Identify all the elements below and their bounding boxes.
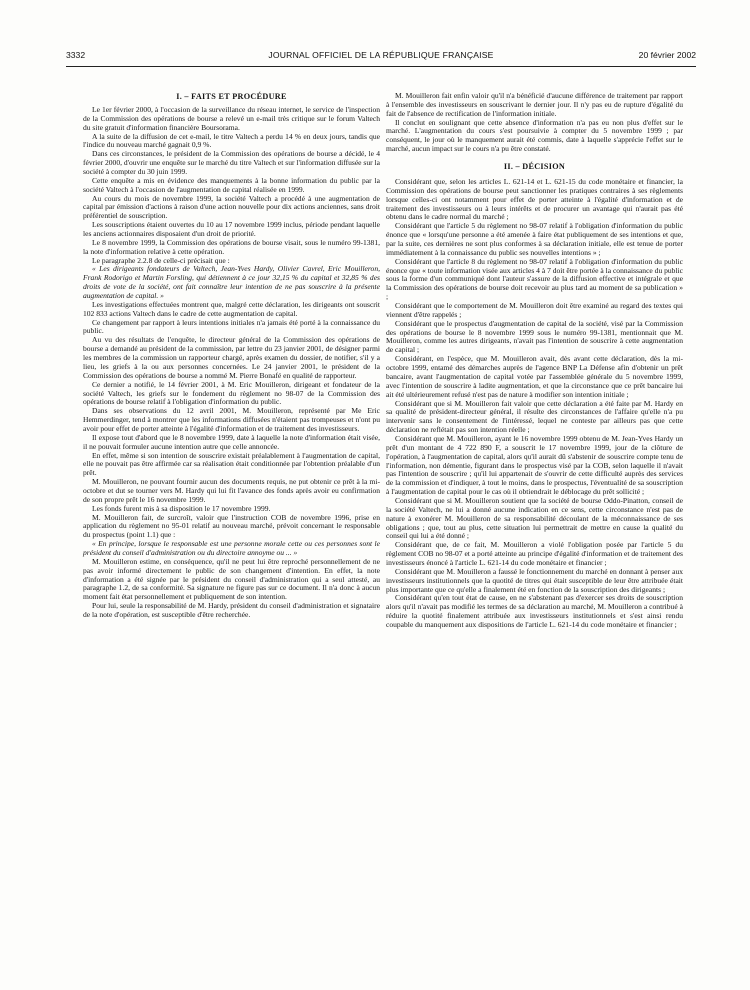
paragraph: Considérant que, de ce fait, M. Mouilleron a violé l'obligation posée par l'article 5 du règlement COB no 98-07 et a porté atteinte au principe d'égalité d'information et de traitement des investisseurs énoncé à l'article L. 621-14 du code monétaire et financier ; — [386, 540, 683, 567]
paragraph: Considérant que le prospectus d'augmentation de capital de la société, visé par la Commission des opérations de bourse le 8 novembre 1999 sous le numéro 99-1381, mentionnait que M. Mouilleron, comme les autres dirigeants, n'avait pas l'intention de souscrire à cette augmentation de capital ; — [386, 318, 683, 355]
paragraph: Ce dernier a notifié, le 14 février 2001, à M. Eric Mouilleron, dirigeant et fondateur de la société Valtech, les griefs sur le fondement du règlement no 98-07 de la Commission des opérations de bourse relatif à l'obligation d'information du public. — [83, 379, 380, 407]
paragraph: Dans ces circonstances, le président de la Commission des opérations de bourse a décidé, le 4 février 2000, d'ouvrir une enquête sur le marché du titre Valtech et sur l'information diffusée sur la société à compter du 30 juin 1999. — [83, 149, 380, 177]
paragraph: Il conclut en soulignant que cette absence d'information n'a pas eu non plus d'effet sur le marché. L'augmentation du cours s'est poursuivie à compter du 5 novembre 1999 ; par conséquent, le jour où le manquement aurait été commis, date à laquelle s'apprécie l'effet sur le marché, aucun impact sur le cours n'a pu être constaté. — [386, 117, 683, 154]
paragraph: Considérant que le comportement de M. Mouilleron doit être examiné au regard des textes qui viennent d'être rappelés ; — [386, 301, 683, 319]
header-rule — [66, 66, 696, 67]
paragraph: Considérant que M. Mouilleron a faussé le fonctionnement du marché en donnant à penser aux investisseurs institutionnels que la quotité de titres qui était susceptible de leur être attribuée était plus importante que ce qu'elle a finalement été en fonction de la souscription des dirigeants ; — [386, 566, 683, 594]
paragraph: Le 1er février 2000, à l'occasion de la surveillance du réseau internet, le service de l'inspection de la Commission des opérations de bourse a relevé un e-mail très critique sur le forum Valtech du site gratuit d'information financière Boursorama. — [83, 105, 380, 132]
section-heading-decision: II. – DÉCISION — [503, 162, 566, 172]
paragraph: Considérant qu'en tout état de cause, en ne s'abstenant pas d'exercer ses droits de souscription alors qu'il n'avait pas modifié les termes de sa déclaration au marché, M. Mouilleron a contribué à réduire la quotité finalement attribuée aux investisseurs institutionnels et s'est ainsi rendu coupable du manquement aux dispositions de l'article L. 621-14 du code monétaire et financier ; — [386, 593, 683, 629]
paragraph: Ce changement par rapport à leurs intentions initiales n'a jamais été porté à la connaissance du public. — [83, 317, 380, 336]
paragraph: M. Mouilleron fait enfin valoir qu'il n'a bénéficié d'aucune différence de traitement par rapport à l'ensemble des investisseurs en souscrivant le dernier jour. Il n'y pas eu de rupture d'égalité du fait de l'absence de rectification de l'information initiale. — [386, 91, 683, 118]
paragraph: Au cours du mois de novembre 1999, la société Valtech a procédé à une augmentation de capital par émission d'actions à raison d'une action nouvelle pour dix actions anciennes, sans droit préférentiel de souscription. — [83, 193, 380, 221]
paragraph: Dans ses observations du 12 avril 2001, M. Mouilleron, représenté par Me Eric Hemmerdinger, tend à montrer que les informations diffusées n'étaient pas trompeuses et n'ont pu avoir pour effet de porter atteinte à l'égalité d'information et de traitement des investisseurs. — [83, 406, 380, 433]
paragraph: Considérant que l'article 5 du règlement no 98-07 relatif à l'obligation d'information du public énonce que « lorsqu'une personne a été amenée à faire état publiquement de ses intentions et que, par la suite, ces dernières ne sont plus conformes à sa déclaration initiale, elle est tenue de porter immédiatement à la connaissance du public ses nouvelles intentions » ; — [386, 221, 683, 257]
paragraph: En effet, même si son intention de souscrire existait préalablement à l'augmentation de capital, elle ne pouvait pas être affirmée car sa réalisation était conditionnée par l'obtention préalable d'un prêt. — [83, 450, 380, 478]
paragraph: A la suite de la diffusion de cet e-mail, le titre Valtech a perdu 14 % en deux jours, tandis que l'indice du nouveau marché gagnait 0,9 %. — [83, 131, 380, 150]
paragraph: Considérant que M. Mouilleron, ayant le 16 novembre 1999 obtenu de M. Jean-Yves Hardy un prêt d'un montant de 4 722 890 F, a souscrit le 17 novembre 1999, jour de la clôture de l'opération, à l'augmentation de capital, alors qu'il aurait dû s'abstenir de souscrire compte tenu de l'information, non démentie, figurant dans le prospectus visé par la COB, selon laquelle il n'avait pas l'intention de souscrire ; qu'il lui appartenait de s'ouvrir de cette difficulté auprès des services de la commission et d'indiquer, à tout le moins, dans le prospectus, l'éventualité de sa souscription à l'augmentation de capital pour le cas où il obtiendrait le déblocage du prêt sollicité ; — [386, 433, 683, 497]
paragraph: M. Mouilleron, ne pouvant fournir aucun des documents requis, ne put obtenir ce prêt à la mi-octobre et dut se tourner vers M. Hardy qui lui fit l'avance des fonds après avoir eu confirmation de son propre prêt le 16 novembre 1999. — [83, 477, 380, 504]
paragraph: Au vu des résultats de l'enquête, le directeur général de la Commission des opérations de bourse a demandé au président de la commission, par lettre du 23 janvier 2001, de désigner parmi les membres de la commission un rapporteur chargé, après examen du dossier, de notifier, s'il y a lieu, les griefs à la ou aux personnes concernées. Le 24 janvier 2001, le président de la Commission des opérations de bourse a nommé M. Pierre Bonafé en qualité de rapporteur. — [83, 335, 380, 380]
paragraph: Considérant que, selon les articles L. 621-14 et L. 621-15 du code monétaire et financier, la Commission des opérations de bourse peut sanctionner les pratiques contraires à ses règlements lorsque celles-ci ont notamment pour effet de porter atteinte à l'égalité d'information et de traitement des investisseurs ou à leurs intérêts et de procurer un avantage qui n'aurait pas été obtenu dans le cadre normal du marché ; — [386, 177, 683, 222]
paragraph: M. Mouilleron fait, de surcroît, valoir que l'instruction COB de novembre 1996, prise en application du règlement no 95-01 relatif au nouveau marché, prévoit concernant le responsable du prospectus (point 1.1) que : — [83, 512, 380, 540]
section-heading-faits: I. – FAITS ET PROCÉDURE — [176, 92, 287, 101]
quotation: « Les dirigeants fondateurs de Valtech, Jean-Yves Hardy, Olivier Cavrel, Eric Mouilleron, Frank Rodorigo et Martin Forsling, qui détiennent à ce jour 32,15 % du capital et 32,85 % des droits de vote de la société, ont fait connaître leur intention de ne pas souscrire à la présente augmentation de capital. » — [83, 264, 380, 301]
paragraph: Considérant que l'article 8 du règlement no 98-07 relatif à l'obligation d'information du public énonce que « toute information visée aux articles 4 à 7 doit être portée à la connaissance du public sous la forme d'un communiqué dont l'auteur s'assure de la diffusion effective et intégrale et que la Commission des opérations de bourse doit recevoir au plus tard au moment de sa publication » ; — [386, 256, 683, 302]
issue-date: 20 février 2002 — [638, 50, 696, 60]
page-number: 3332 — [66, 50, 86, 60]
paragraph: Le 8 novembre 1999, la Commission des opérations de bourse visait, sous le numéro 99-1381, la note d'information relative à cette opération. — [83, 237, 380, 256]
paragraph: Cette enquête a mis en évidence des manquements à la bonne information du public par la société Valtech à l'occasion de l'augmentation de capital réalisée en 1999. — [83, 175, 380, 194]
paragraph: Le paragraphe 2.2.8 de celle-ci précisait que : — [92, 255, 230, 265]
paragraph: M. Mouilleron estime, en conséquence, qu'il ne peut lui être reproché personnellement de ne pas avoir informé directement le public de son changement d'intention. En effet, la note d'information a été signée par le président du conseil d'administration qui a seul attesté, au paragraphe 1.2, de sa conformité. Sa signature ne figure pas sur ce document. Il n'a donc à aucun moment fait état personnellement et publiquement de son intention. — [83, 556, 380, 602]
paragraph: Pour lui, seule la responsabilité de M. Hardy, président du conseil d'administration et signataire de la note d'opération, est susceptible d'être recherchée. — [83, 601, 380, 619]
paragraph: Considérant, en l'espèce, que M. Mouilleron avait, dès avant cette déclaration, dès la mi-octobre 1999, entamé des démarches auprès de l'agence BNP La Défense afin d'obtenir un prêt bancaire, avant l'augmentation de capital votée par l'assemblée générale du 5 novembre 1999, avec l'intention de souscrire à ladite augmentation, et que la circonstance que ce prêt bancaire lui ait été ultérieurement refusé n'est pas de nature à modifier son intention initiale ; — [386, 354, 683, 399]
left-column — [83, 92, 380, 620]
paragraph: Considérant que si M. Mouilleron fait valoir que cette déclaration a été faite par M. Hardy en sa qualité de président-directeur général, il résulte des circonstances de l'affaire qu'elle n'a pu intervenir sans le consentement de l'intéressé, lequel ne conteste par ailleurs pas que cette déclaration ne reflétait pas son intention réelle ; — [386, 398, 683, 435]
paragraph: Les investigations effectuées montrent que, malgré cette déclaration, les dirigeants ont souscrit 102 833 actions Valtech dans le cadre de cette augmentation de capital. — [83, 299, 380, 318]
paragraph: Il expose tout d'abord que le 8 novembre 1999, date à laquelle la note d'information était visée, il ne pouvait formuler aucune intention autre que celle annoncée. — [83, 432, 380, 451]
paragraph: Les souscriptions étaient ouvertes du 10 au 17 novembre 1999 inclus, période pendant laquelle les anciens actionnaires disposaient d'un droit de priorité. — [83, 220, 380, 239]
quotation: « En principe, lorsque le responsable est une personne morale cette ou ces personnes sont le président du conseil d'administration ou du directoire annoyme ou ... » — [83, 539, 380, 557]
page-header — [66, 50, 696, 64]
paragraph: Considérant que si M. Mouilleron soutient que la société de bourse Oddo-Pinatton, conseil de la société Valtech, ne lui a donné aucune indication en ce sens, cette circonstance n'est pas de nature à exonérer M. Mouilleron de sa responsabilité découlant de la méconnaissance de ses obligations ; que, tout au plus, cette situation lui permettrait de mettre en cause la qualité du conseil qui lui a été donné ; — [386, 495, 683, 541]
journal-title: JOURNAL OFFICIEL DE LA RÉPUBLIQUE FRANÇAISE — [268, 50, 494, 60]
paragraph: Les fonds furent mis à sa disposition le 17 novembre 1999. — [92, 503, 271, 513]
right-column — [386, 92, 683, 630]
